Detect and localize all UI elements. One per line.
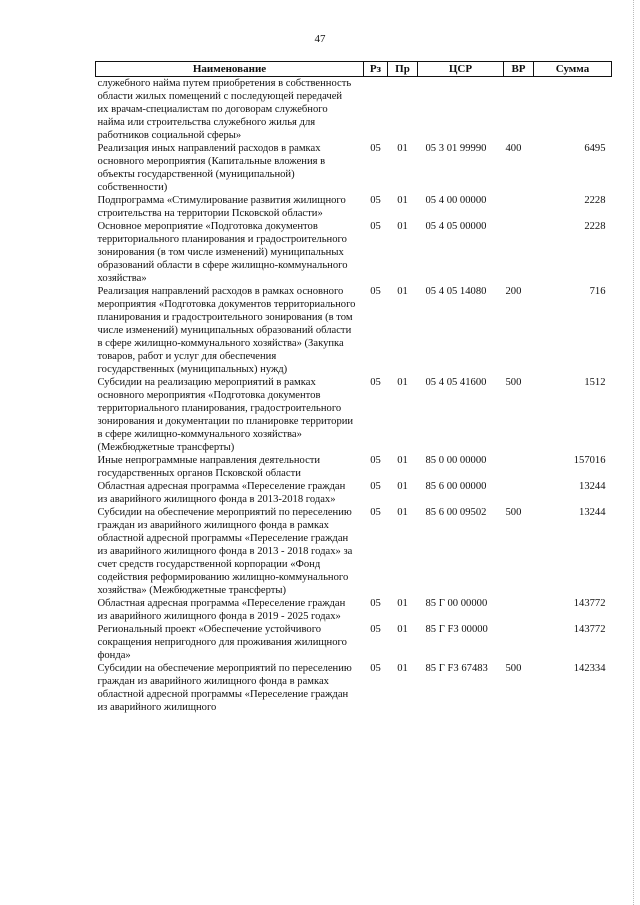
row-pr: 01 [397, 221, 408, 232]
budget-table [95, 61, 612, 714]
row-rz: 05 [370, 195, 381, 206]
row-pr: 01 [397, 481, 408, 492]
header-rz: Рз [364, 62, 388, 77]
row-csr: 85 0 00 00000 [425, 455, 487, 466]
row-vr [504, 194, 534, 220]
row-rz: 05 [370, 663, 381, 674]
row-csr: 85 Г F3 67483 [425, 663, 488, 674]
row-pr: 01 [397, 286, 408, 297]
table-row [96, 597, 612, 623]
row-name: Региональный проект «Обеспечение устойчивого сокращения непригодного для проживания жилищного фонда» [97, 624, 347, 661]
row-rz: 05 [370, 481, 381, 492]
table-row [96, 142, 612, 194]
row-sum: 6495 [584, 143, 606, 154]
row-vr: 500 [505, 663, 522, 674]
row-sum: 143772 [573, 624, 606, 635]
row-sum: 2228 [584, 195, 606, 206]
table-row [96, 285, 612, 376]
row-vr: 400 [505, 143, 522, 154]
row-csr: 85 Г 00 00000 [425, 598, 488, 609]
row-csr: 05 4 05 14080 [425, 286, 487, 297]
row-name: Реализация иных направлений расходов в рамках основного мероприятия (Капитальные вложения в объекты государственной (муниципальной) собственности) [97, 143, 326, 193]
header-pr: Пр [388, 62, 418, 77]
header-vr: ВР [504, 62, 534, 77]
table-row [96, 480, 612, 506]
row-name: Субсидии на обеспечение мероприятий по переселению граждан из аварийного жилищного фонда в рамках областной адресной программы «Переселение граждан из аварийного жилищного фонда в 2013 - 2018 годах» за счет средств государственной корпорации «Фонд содействия реформированию жилищно-коммунального хозяйства» (Межбюджетные трансферты) [97, 507, 353, 596]
row-vr [504, 220, 534, 285]
row-name: Областная адресная программа «Переселение граждан из аварийного жилищного фонда в 2013-2018 годах» [97, 481, 346, 505]
row-pr: 01 [397, 624, 408, 635]
row-pr: 01 [397, 663, 408, 674]
page-number: 47 [314, 33, 326, 45]
header-sum: Сумма [534, 62, 612, 77]
row-vr: 500 [505, 377, 522, 388]
table-row [96, 77, 612, 143]
row-csr: 85 6 00 09502 [425, 507, 487, 518]
table-row [96, 623, 612, 662]
row-vr [504, 597, 534, 623]
row-sum: 1512 [584, 377, 606, 388]
row-rz: 05 [370, 377, 381, 388]
row-rz: 05 [370, 598, 381, 609]
row-sum: 143772 [573, 598, 606, 609]
row-vr [504, 77, 534, 143]
page-edge-rule [632, 0, 634, 905]
row-csr: 85 Г F3 00000 [425, 624, 488, 635]
row-vr [504, 480, 534, 506]
row-sum [534, 77, 612, 143]
row-pr: 01 [397, 377, 408, 388]
header-name: Наименование [96, 62, 364, 77]
row-pr: 01 [397, 195, 408, 206]
row-csr: 05 4 00 00000 [425, 195, 487, 206]
row-csr [418, 77, 504, 143]
row-name: Субсидии на обеспечение мероприятий по переселению граждан из аварийного жилищного фонда в рамках областной адресной программы «Переселение граждан из аварийного жилищного [97, 663, 352, 713]
row-vr: 500 [505, 507, 522, 518]
row-sum: 13244 [579, 481, 606, 492]
row-sum: 142334 [573, 663, 606, 674]
row-rz: 05 [370, 143, 381, 154]
row-rz: 05 [370, 624, 381, 635]
row-pr: 01 [397, 507, 408, 518]
header-csr: ЦСР [418, 62, 504, 77]
row-name: Областная адресная программа «Переселение граждан из аварийного жилищного фонда в 2019 - 2025 годах» [97, 598, 346, 622]
row-name: Иные непрограммные направления деятельности государственных органов Псковской области [97, 455, 321, 479]
row-name: Подпрограмма «Стимулирование развития жилищного строительства на территории Псковской области» [97, 195, 346, 219]
row-vr: 200 [505, 286, 522, 297]
row-name: Субсидии на реализацию мероприятий в рамках основного мероприятия «Подготовка документов территориального планирования, градостроительного зонирования и документации по планировке территории в сфере жилищно-коммунального хозяйства» (Межбюджетные трансферты) [97, 377, 354, 453]
row-rz: 05 [370, 507, 381, 518]
row-vr [504, 623, 534, 662]
table-row [96, 220, 612, 285]
row-sum: 157016 [573, 455, 606, 466]
row-csr: 85 6 00 00000 [425, 481, 487, 492]
row-sum: 2228 [584, 221, 606, 232]
table-row [96, 454, 612, 480]
row-pr [388, 77, 418, 143]
row-name: служебного найма путем приобретения в собственность области жилых помещений с последующей передачей их врачам-специалистам по договорам служебного найма или строительства служебного жилья для работников социальной сферы» [97, 78, 352, 141]
row-csr: 05 3 01 99990 [425, 143, 487, 154]
row-name: Реализация направлений расходов в рамках основного мероприятия «Подготовка документов территориального планирования и градостроительного зонирования (в том числе изменений) муниципальных образований области в сфере жилищно-коммунального хозяйства» (Закупка товаров, работ и услуг для обеспечения государственных (муниципальных) нужд) [97, 286, 356, 375]
row-vr [504, 454, 534, 480]
row-rz: 05 [370, 286, 381, 297]
row-rz: 05 [370, 455, 381, 466]
row-rz: 05 [370, 221, 381, 232]
table-row [96, 506, 612, 597]
row-pr: 01 [397, 455, 408, 466]
row-csr: 05 4 05 41600 [425, 377, 487, 388]
table-row [96, 376, 612, 454]
row-sum: 13244 [579, 507, 606, 518]
row-sum: 716 [589, 286, 606, 297]
row-name: Основное мероприятие «Подготовка документов территориального планирования и градостроительного зонирования (в том числе изменений) муниципальных образований области в сфере жилищно-коммунального хозяйства» [97, 221, 348, 284]
table-row [96, 194, 612, 220]
row-pr: 01 [397, 143, 408, 154]
row-rz [364, 77, 388, 143]
table-header-row [96, 62, 612, 77]
table-row [96, 662, 612, 714]
row-pr: 01 [397, 598, 408, 609]
row-csr: 05 4 05 00000 [425, 221, 487, 232]
